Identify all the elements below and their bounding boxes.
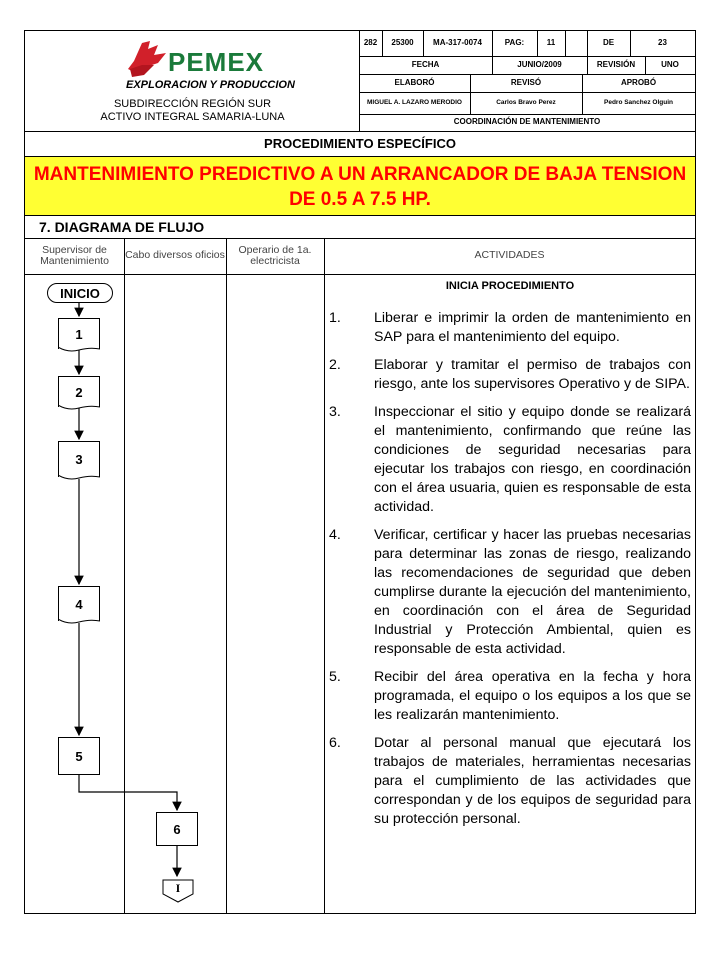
org-line-2: ACTIVO INTEGRAL SAMARIA-LUNA: [100, 111, 285, 123]
elaboro-label: ELABORÓ: [394, 77, 435, 87]
flow-start-terminal: [47, 283, 113, 303]
activity-item: 4. Verificar, certificar y hacer las pruebas necesarias para determinar las zonas de riesgo, realizando las recomendaciones de seguridad que deben cumplirse durante la ejecución del mantenimiento, en coordinación con el área de Seguridad Industrial y Protección Ambiental, quien es responsable de esta actividad.: [329, 527, 691, 657]
flow-step-5-label: 5: [75, 748, 83, 764]
fecha-label: FECHA: [411, 59, 440, 69]
activity-item: 1. Liberar e imprimir la orden de mantenimiento en SAP para el mantenimiento del equipo.: [329, 310, 691, 345]
activities-heading: INICIA PROCEDIMIENTO: [445, 280, 575, 292]
flow-step-3-label: 3: [75, 452, 83, 467]
flow-step-4: [58, 586, 100, 621]
aprobo-name: Pedro Sanchez Olguin: [604, 99, 673, 107]
coordinacion: COORDINACIÓN DE MANTENIMIENTO: [453, 117, 601, 127]
flow-step-1: [58, 318, 100, 349]
flow-step-6: [156, 812, 198, 846]
flow-start-label: INICIO: [60, 285, 100, 301]
reviso-name: Carlos Bravo Perez: [496, 99, 556, 107]
column-supervisor: Supervisor de Mantenimiento: [40, 243, 109, 267]
org-line-1: SUBDIRECCIÓN REGIÓN SUR: [113, 98, 272, 110]
flow-step-1-label: 1: [75, 326, 83, 342]
off-page-connector-label: I: [175, 881, 181, 895]
activity-item: 5. Recibir del área operativa en la fecha y hora programada, el equipo o los equipos a los que se les realizarán mantenimiento.: [329, 669, 691, 723]
fecha-value: JUNIO/2009: [517, 59, 562, 69]
brand-name: PEMEX: [168, 47, 265, 77]
flow-step-2: [58, 376, 100, 407]
total-pages: 23: [658, 38, 667, 48]
page-number: 11: [546, 38, 556, 48]
flow-step-3: [58, 441, 100, 477]
doc-code-1: 282: [363, 38, 378, 48]
aprobo-label: APROBÓ: [620, 77, 657, 87]
flow-step-5: [58, 737, 100, 775]
revision-value: UNO: [661, 59, 679, 69]
column-cabo: Cabo diversos oficios: [125, 249, 225, 262]
flow-step-4-label: 4: [75, 596, 83, 612]
activity-item: 6. Dotar al personal manual que ejecutará los trabajos de materiales, herramientas necesarias para el cumplimiento de las actividades que correspondan y de los equipos de seguridad para su protección personal.: [329, 735, 691, 827]
procedure-type: PROCEDIMIENTO ESPECÍFICO: [264, 136, 456, 152]
flow-step-2-label: 2: [75, 384, 83, 400]
page-label: PAG:: [504, 38, 525, 48]
document-page: [24, 30, 696, 914]
doc-code-3: MA-317-0074: [433, 38, 482, 48]
reviso-label: REVISÓ: [510, 77, 542, 87]
section-title: 7. DIAGRAMA DE FLUJO: [39, 219, 205, 235]
activities-list: [325, 309, 691, 838]
column-actividades: ACTIVIDADES: [474, 249, 545, 262]
flow-step-6-label: 6: [173, 821, 181, 837]
elaboro-name: MIGUEL A. LAZARO MERODIO: [367, 99, 462, 107]
brand-tagline: EXPLORACION Y PRODUCCION: [126, 79, 295, 91]
activity-item: 3. Inspeccionar el sitio y equipo donde se realizará el mantenimiento, confirmando que reúne las condiciones de seguridad necesarias para ejecutar los trabajos con riesgo, en coordinación con el área usuaria, quien es responsable de esta actividad.: [329, 404, 691, 515]
of-label: DE: [602, 38, 615, 48]
activity-item: 2. Elaborar y tramitar el permiso de trabajos con riesgo, ante los supervisores Operativo y de SIPA.: [329, 357, 691, 392]
document-title: MANTENIMIENTO PREDICTIVO A UN ARRANCADOR DE BAJA TENSION DE 0.5 A 7.5 HP.: [33, 164, 687, 210]
revision-label: REVISIÓN: [596, 59, 636, 69]
column-operario: Operario de 1a. electricista: [238, 243, 312, 267]
doc-code-2: 25300: [391, 38, 414, 48]
